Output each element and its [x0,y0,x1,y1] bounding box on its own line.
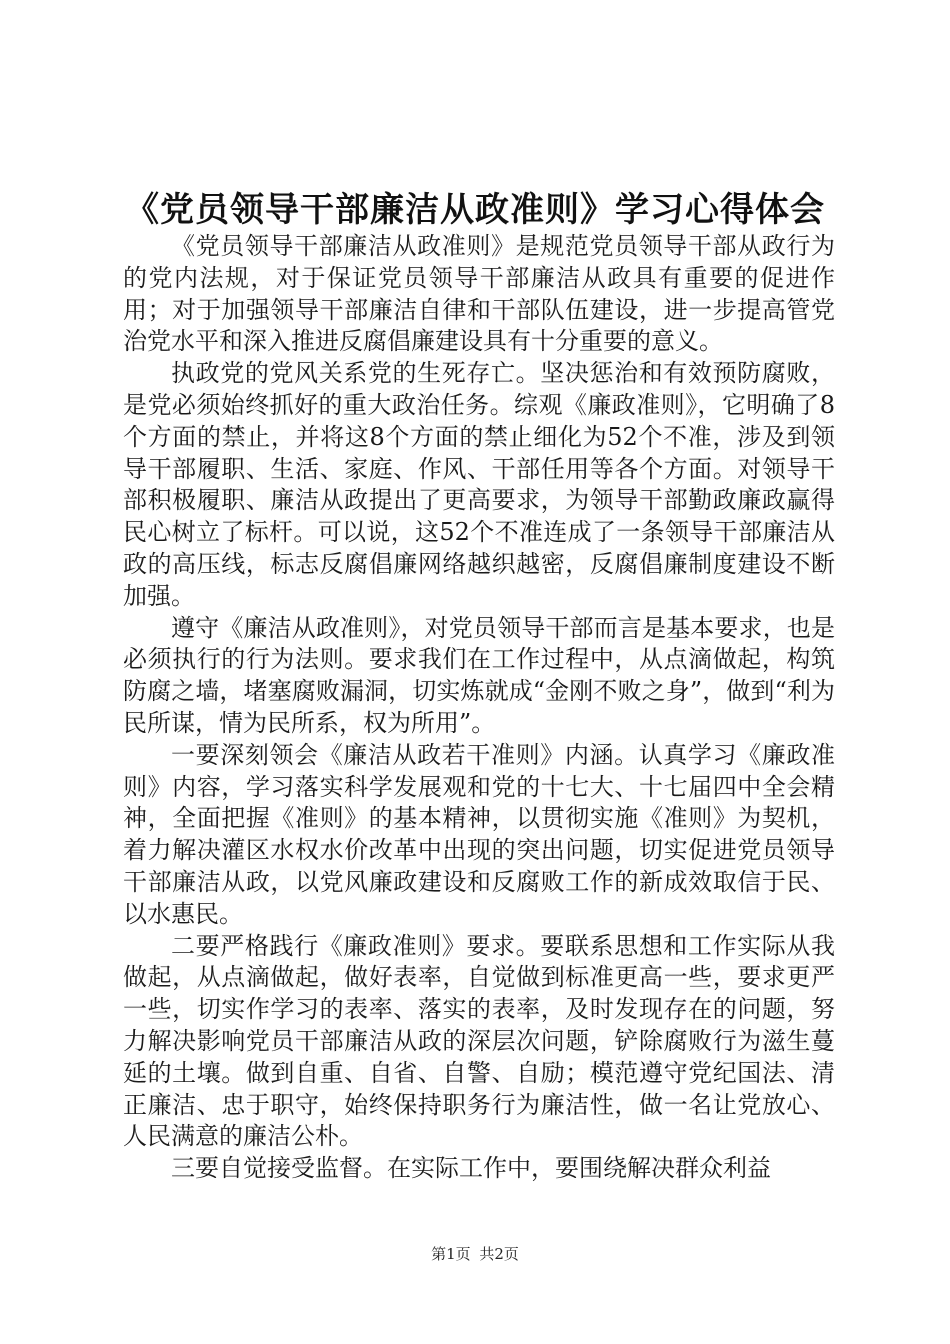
document-title: 《党员领导干部廉洁从政准则》学习心得体会 [125,190,825,230]
page-total: 共2页 [479,1245,519,1263]
paragraph-point-one: 一要深刻领会《廉洁从政若干准则》内涵。认真学习《廉政准则》内容，学习落实科学发展观和党的十七大、十七届四中全会精神，全面把握《准则》的基本精神，以贯彻实施《准则》为契机，着力解决灌区水权水价改革中出现的突出问题，切实促进党员领导干部廉洁从政，以党风廉政建设和反腐败工作的新成效取信于民、以水惠民。 [123,740,835,928]
paragraph-point-two: 二要严格践行《廉政准则》要求。要联系思想和工作实际从我做起，从点滴做起，做好表率，自觉做到标准更高一些，要求更严一些，切实作学习的表率、落实的表率，及时发现存在的问题，努力解决影响党员干部廉洁从政的深层次问题，铲除腐败行为滋生蔓延的土壤。做到自重、自省、自警、自励；模范遵守党纪国法、清正廉洁、忠于职守，始终保持职务行为廉洁性，做一名让党放心、人民满意的廉洁公朴。 [123,931,835,1151]
paragraph-party-style: 执政党的党风关系党的生死存亡。坚决惩治和有效预防腐败，是党必须始终抓好的重大政治任务。综观《廉政准则》，它明确了8个方面的禁止，并将这8个方面的禁止细化为52个不准，涉及到领导干部履职、生活、家庭、作风、干部任用等各个方面。对领导干部积极履职、廉洁从政提出了更高要求，为领导干部勤政廉政赢得民心树立了标杆。可以说，这52个不准连成了一条领导干部廉洁从政的高压线，标志反腐倡廉网络越织越密，反腐倡廉制度建设不断加强。 [123,359,835,610]
document-body [123,231,835,1185]
page-number: 第1页 [431,1245,471,1263]
paragraph-point-three: 三要自觉接受监督。在实际工作中，要围绕解决群众利益 [171,1154,771,1183]
paragraph-intro: 《党员领导干部廉洁从政准则》是规范党员领导干部从政行为的党内法规，对于保证党员领导干部廉洁从政具有重要的促进作用；对于加强领导干部廉洁自律和干部队伍建设，进一步提高管党治党水平和深入推进反腐倡廉建设具有十分重要的意义。 [123,232,835,356]
page-footer [0,1243,950,1264]
paragraph-compliance: 遵守《廉洁从政准则》，对党员领导干部而言是基本要求，也是必须执行的行为法则。要求我们在工作过程中，从点滴做起，构筑防腐之墙，堵塞腐败漏洞，切实炼就成“金刚不败之身”，做到“利为民所谋，情为民所系，权为所用”。 [123,613,835,737]
